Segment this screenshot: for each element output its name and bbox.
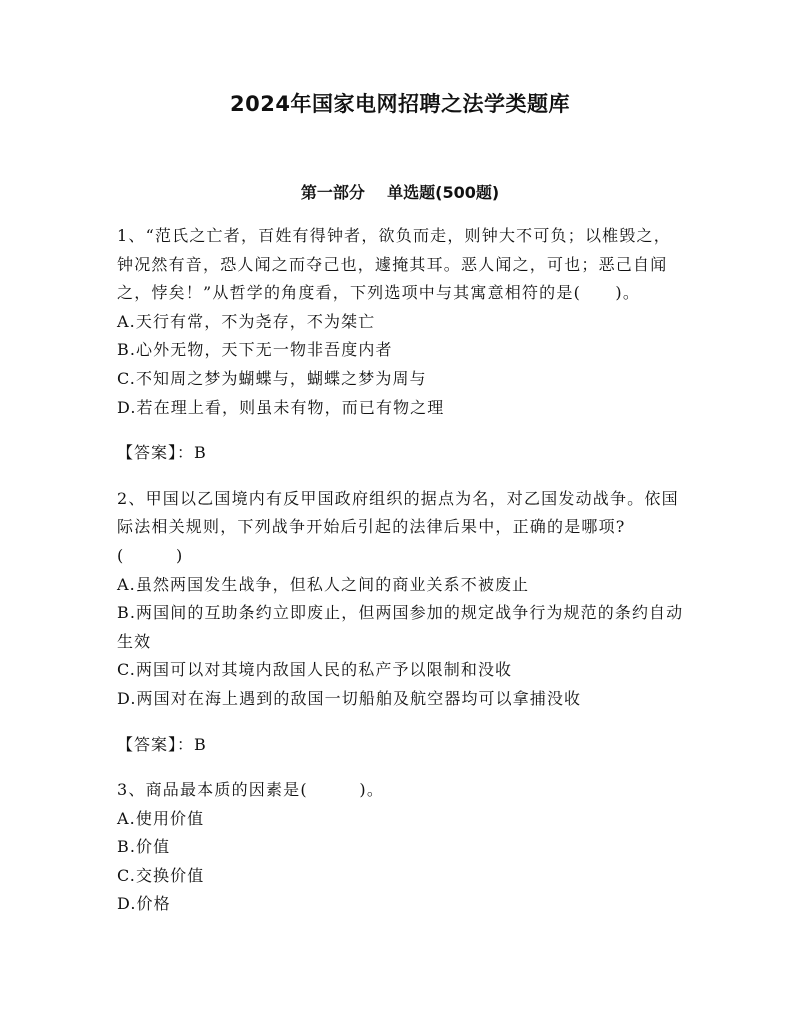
option-d: D.价格 — [117, 894, 171, 914]
option-b: B.两国间的互助条约立即废止，但两国参加的规定战争行为规范的条约自动生效 — [117, 603, 684, 651]
option-c: C.交换价值 — [117, 865, 205, 885]
question-stem: 1、“范氏之亡者，百姓有得钟者，欲负而走，则钟大不可负；以椎毁之，钟况然有音，恐人闻之而夺己也，遽掩其耳。恶人闻之，可也；恶己自闻之，悖矣！”从哲学的角度看，下列选项中与其寓意相符的是( )。 — [117, 226, 671, 303]
question-1 — [117, 222, 687, 468]
option-list — [117, 308, 687, 422]
answer-line: 【答案】：B — [117, 443, 207, 463]
option-list — [117, 805, 687, 919]
answer-line: 【答案】：B — [117, 734, 207, 754]
option-b: B.心外无物，天下无一物非吾度内者 — [117, 340, 393, 360]
option-list — [117, 571, 687, 714]
question-3 — [117, 776, 687, 919]
option-a: A.天行有常，不为尧存，不为桀亡 — [117, 311, 376, 331]
option-b: B.价值 — [117, 837, 171, 857]
section-title: 第一部分 单选题(500题) — [300, 183, 500, 202]
question-2 — [117, 485, 687, 759]
document-title: 2024年国家电网招聘之法学类题库 — [230, 92, 570, 116]
option-d: D.若在理上看，则虽未有物，而已有物之理 — [117, 397, 445, 417]
option-d: D.两国对在海上遇到的敌国一切船舶及航空器均可以拿捕没收 — [117, 688, 582, 708]
question-stem: 3、商品最本质的因素是( )。 — [117, 780, 385, 800]
question-list — [117, 222, 687, 919]
question-stem: 2、甲国以乙国境内有反甲国政府组织的据点为名，对乙国发动战争。依国际法相关规则，下列战争开始后引起的法律后果中，正确的是哪项?( ) — [117, 488, 679, 565]
option-a: A.使用价值 — [117, 808, 205, 828]
option-c: C.两国可以对其境内敌国人民的私产予以限制和没收 — [117, 660, 513, 680]
option-c: C.不知周之梦为蝴蝶与，蝴蝶之梦为周与 — [117, 368, 427, 388]
option-a: A.虽然两国发生战争，但私人之间的商业关系不被废止 — [117, 574, 530, 594]
